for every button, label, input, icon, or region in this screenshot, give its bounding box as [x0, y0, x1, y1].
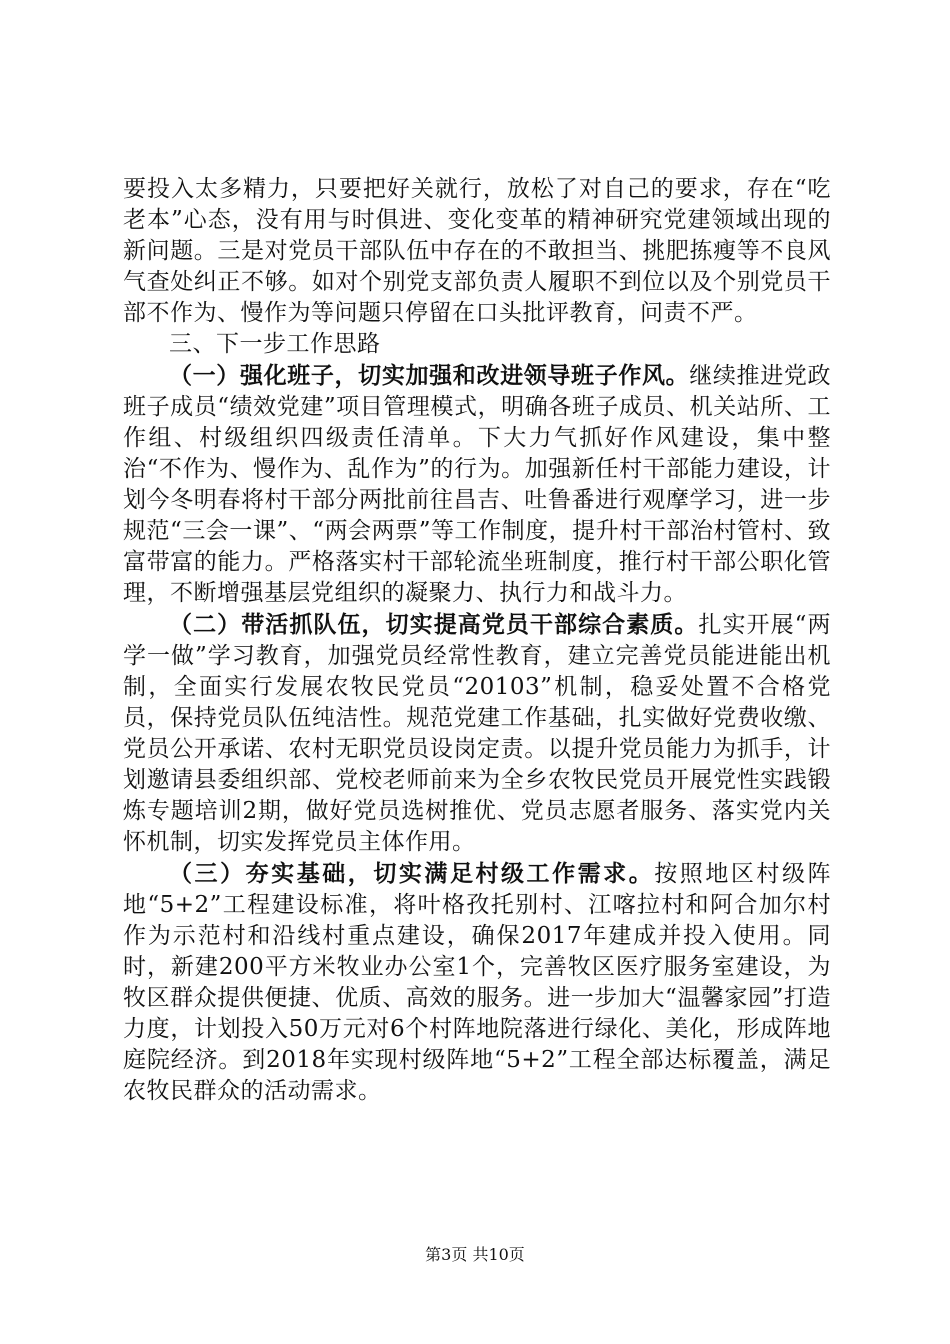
- section-heading-text: 三、下一步工作思路: [169, 331, 381, 357]
- section-heading: [123, 329, 831, 360]
- paragraph-text: 按照地区村级阵地“5+2”工程建设标准，将叶格孜托别村、江喀拉村和阿合加尔村作为示范村和沿线村重点建设，确保2017年建成并投入使用。同时，新建200平方米牧业办公室1个，完善牧区医疗服务室建设，为牧区群众提供便捷、优质、高效的服务。进一步加大“温馨家园”打造力度，计划投入50万元对6个村阵地院落进行绿化、美化，形成阵地庭院经济。到2018年实现村级阵地“5+2”工程全部达标覆盖，满足农牧民群众的活动需求。: [123, 861, 832, 1104]
- paragraph-text: 要投入太多精力，只要把好关就行，放松了对自己的要求，存在“吃老本”心态，没有用与时俱进、变化变革的精神研究党建领域出现的新问题。三是对党员干部队伍中存在的不敢担当、挑肥拣瘦等不良风气查处纠正不够。如对个别党支部负责人履职不到位以及个别党员干部不作为、慢作为等问题只停留在口头批评教育，问责不严。: [123, 176, 831, 326]
- paragraph-text: 继续推进党政班子成员“绩效党建”项目管理模式，明确各班子成员、机关站所、工作组、村级组织四级责任清单。下大力气抓好作风建设，集中整治“不作为、慢作为、乱作为”的行为。加强新任村干部能力建设，计划今冬明春将村干部分两批前往昌吉、吐鲁番进行观摩学习，进一步规范“三会一课”、“两会两票”等工作制度，提升村干部治村管村、致富带富的能力。严格落实村干部轮流坐班制度，推行村干部公职化管理，不断增强基层党组织的凝聚力、执行力和战斗力。: [123, 363, 832, 606]
- paragraph-lead: （一）强化班子，切实加强和改进领导班子作风。: [169, 362, 690, 389]
- paragraph-item-3: [123, 858, 831, 1107]
- paragraph-lead: （三）夯实基础，切实满足村级工作需求。: [169, 860, 655, 887]
- paragraph-item-2: [123, 609, 831, 858]
- paragraph-text: 扎实开展“两学一做”学习教育，加强党员经常性教育，建立完善党员能进能出机制，全面实行发展农牧民党员“20103”机制，稳妥处置不合格党员，保持党员队伍纯洁性。规范党建工作基础，扎实做好党费收缴、党员公开承诺、农村无职党员设岗定责。以提升党员能力为抓手，计划邀请县委组织部、党校老师前来为全乡农牧民党员开展党性实践锻炼专题培训2期，做好党员选树推优、党员志愿者服务、落实党内关怀机制，切实发挥党员主体作用。: [123, 612, 832, 855]
- page-number-footer: 第3页 共10页: [425, 1245, 525, 1264]
- document-body: [123, 174, 831, 1107]
- paragraph-continued: [123, 174, 831, 329]
- paragraph-item-1: [123, 360, 831, 609]
- paragraph-lead: （二）带活抓队伍，切实提高党员干部综合素质。: [169, 611, 699, 638]
